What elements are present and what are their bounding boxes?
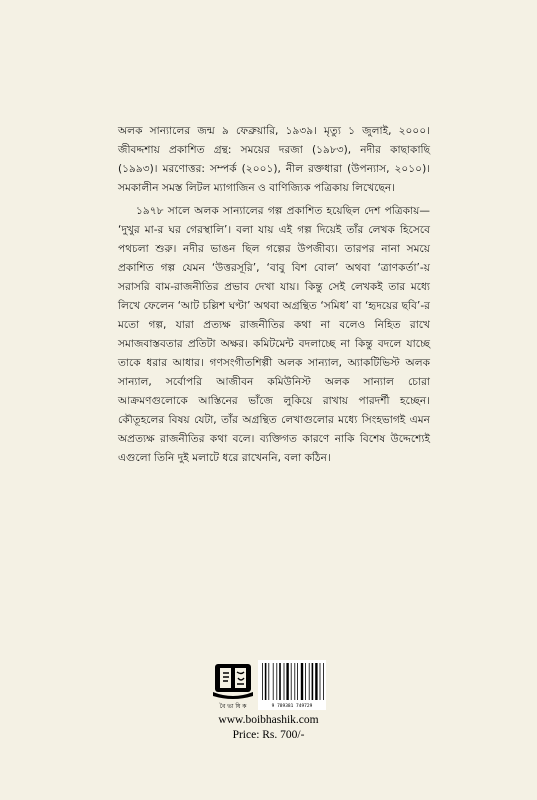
author-bio (118, 122, 430, 468)
isbn-barcode (258, 660, 326, 710)
book-price: Price: Rs. 700/- (232, 729, 305, 741)
publisher-website: www.boibhashik.com (218, 714, 319, 726)
barcode-bars (258, 660, 326, 702)
publisher-logo-text: বৈ ভা ষি ক (219, 703, 247, 710)
barcode-number: 9 789381 749729 (271, 704, 313, 709)
publisher-logo-icon (211, 658, 255, 710)
bio-paragraph-2: ১৯৭৮ সালে অলক সান্যালের গল্প প্রকাশিত হয়েছিল দেশ পত্রিকায়— ‘দুখুর মা-র ঘর গেরস্থালি’। বলা যায় এই গল্প দিয়েই তাঁর লেখক হিসেবে পথচলা শুরু। নদীর ভাঙন ছিল গল্পের উপজীব্য। তারপর নানা সময়ে প্রকাশিত গল্প যেমন ‘উত্তরসূরি’, ‘বাবু বিশ বোল’ অথবা ‘ত্রাণকর্তা’-য় সরাসরি বাম-রাজনীতির প্রভাব দেখা যায়। কিন্তু সেই লেখকই তার মধ্যে লিখে ফেলেন ‘আট চল্লিশ ঘণ্টা’ অথবা অগ্রন্থিত ‘সমিধ’ বা ‘হৃদয়ের ছবি’-র মতো গল্প, যারা প্রত্যক্ষ রাজনীতির কথা না বলেও নিহিত রাখে সমাজবাস্তবতার প্রতিটা অক্ষর। কমিটমেন্ট বদলাচ্ছে না কিন্তু বদলে যাচ্ছে তাকে ধরার আধার। গণসংগীতশিল্পী অলক সান্যাল, অ্যাকটিভিস্ট অলক সান্যাল, সর্বোপরি আজীবন কমিউনিস্ট অলক সান্যাল চোরা আক্রমণগুলোকে আস্তিনের ভাঁজে লুকিয়ে রাখায় পারদর্শী হচ্ছেন। কৌতূহলের বিষয় যেটা, তাঁর অগ্রন্থিত লেখাগুলোর মধ্যে সিংহভাগই এমন অপ্রত্যক্ষ রাজনীতির কথা বলে। ব্যক্তিগত কারণে নাকি বিশেষ উদ্দেশ্যেই এগুলো তিনি দুই মলাটে ধরে রাখেননি, বলা কঠিন। (118, 205, 430, 464)
logo-barcode-row (200, 658, 337, 710)
publisher-footer (200, 658, 337, 743)
bio-paragraph-1: অলক সান্যালের জন্ম ৯ ফেব্রুয়ারি, ১৯৩৯। মৃত্যু ১ জুলাই, ২০০০। জীবদ্দশায় প্রকাশিত গ্রন্থ: সময়ের দরজা (১৯৮৩), নদীর কাছাকাছি (১৯৯৩)। মরণোত্তর: সম্পর্ক (২০০১), নীল রক্তধারা (উপন্যাস, ২০১০)। সমকালীন সমস্ত লিটল ম্যাগাজিন ও বাণিজ্যিক পত্রিকায় লিখেছেন। (118, 125, 430, 194)
